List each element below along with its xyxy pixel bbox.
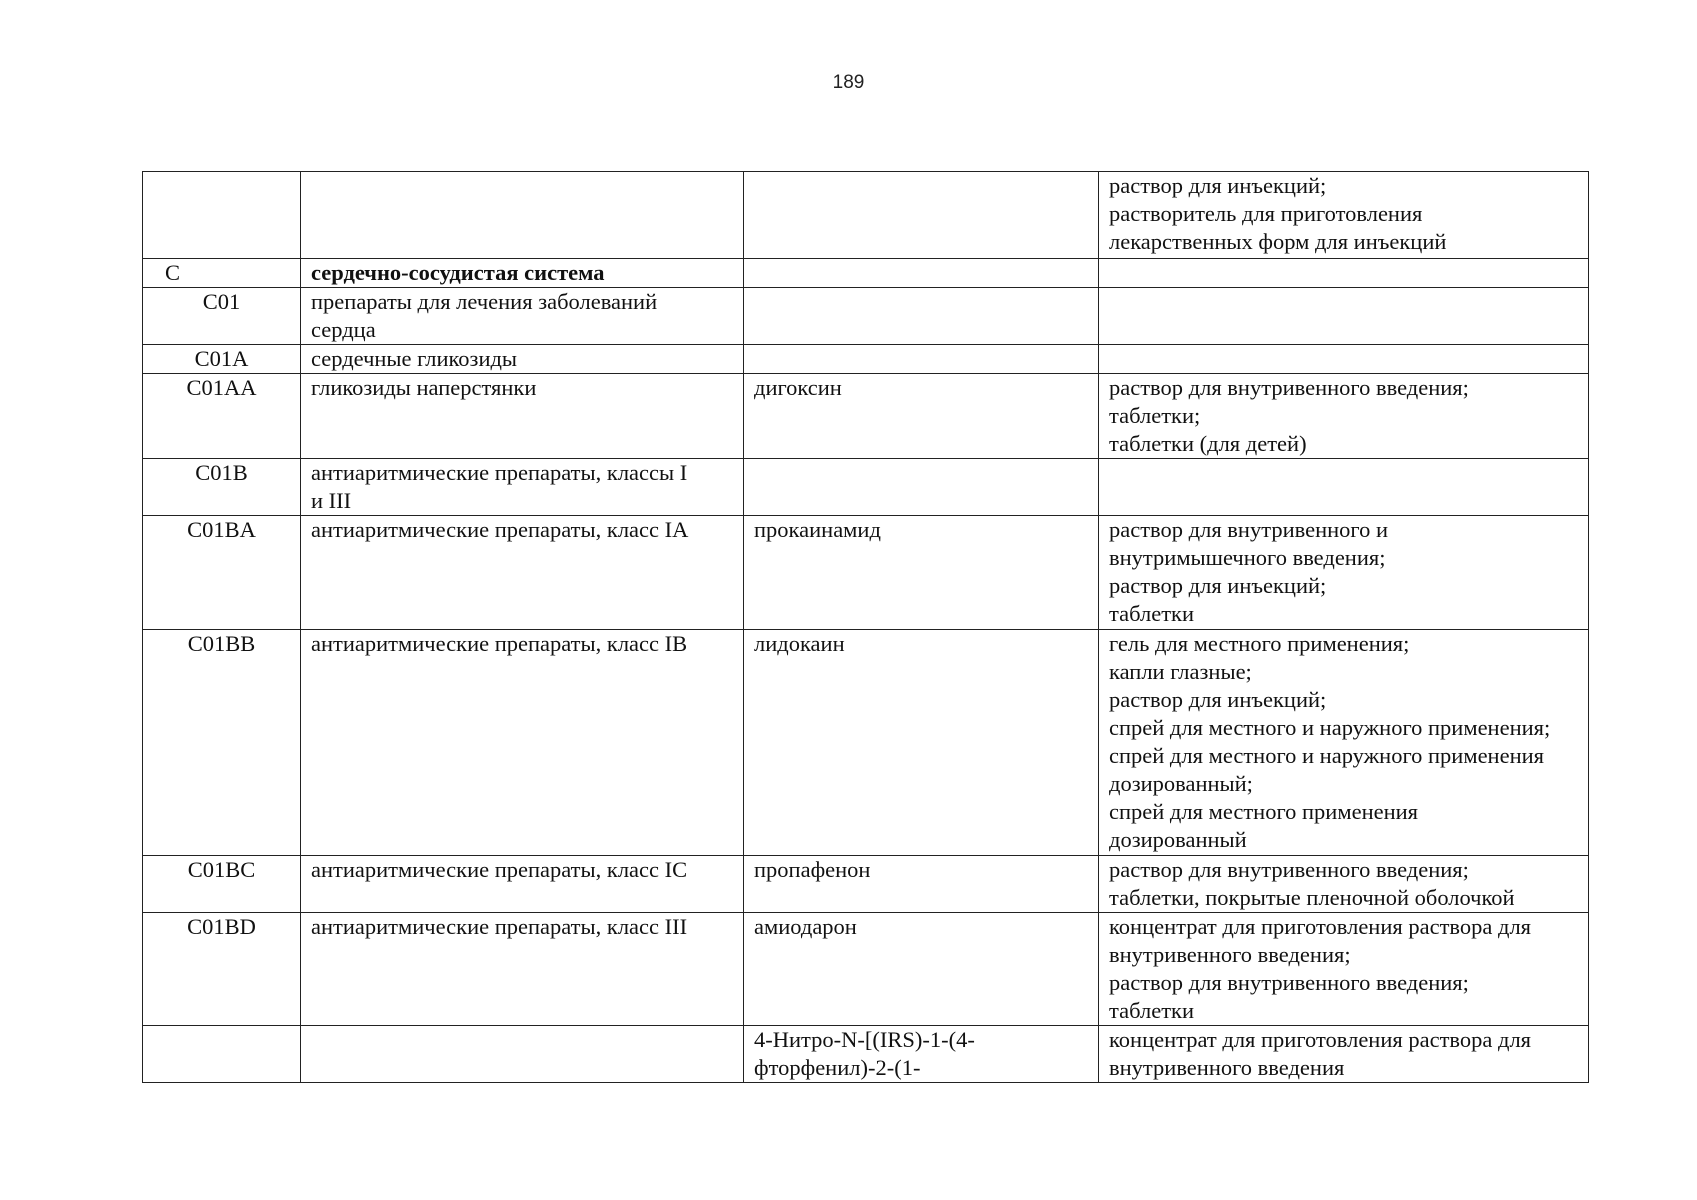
group-name-line: антиаритмические препараты, классы I <box>311 460 688 485</box>
dosage-forms-cell <box>1099 172 1589 259</box>
dosage-form: дозированный; <box>1109 771 1253 796</box>
substance-cell: прокаинамид <box>744 516 1099 630</box>
dosage-form: раствор для инъекций; <box>1109 687 1327 712</box>
group-name-cell <box>301 459 744 516</box>
dosage-forms-cell <box>1099 856 1589 913</box>
dosage-form: концентрат для приготовления раствора для <box>1109 1027 1532 1052</box>
dosage-forms-cell <box>1099 516 1589 630</box>
group-name-cell: антиаритмические препараты, класс III <box>301 913 744 1026</box>
dosage-form: концентрат для приготовления раствора для <box>1109 914 1532 939</box>
group-name-cell: сердечно-сосудистая система <box>301 259 744 288</box>
table-row <box>143 913 1589 1026</box>
atc-code-cell: C01A <box>143 345 301 374</box>
group-name-cell: антиаритмические препараты, класс IB <box>301 630 744 856</box>
table-row <box>143 630 1589 856</box>
dosage-forms-cell <box>1099 913 1589 1026</box>
dosage-form: спрей для местного применения <box>1109 799 1419 824</box>
dosage-form: лекарственных форм для инъекций <box>1109 229 1447 254</box>
substance-cell <box>744 288 1099 345</box>
dosage-form: таблетки; <box>1109 403 1201 428</box>
dosage-form: дозированный <box>1109 827 1247 852</box>
table-row <box>143 516 1589 630</box>
substance-cell <box>744 345 1099 374</box>
page-number: 189 <box>832 72 865 93</box>
substance-cell: дигоксин <box>744 374 1099 459</box>
dosage-forms-cell <box>1099 630 1589 856</box>
table-row <box>143 288 1589 345</box>
group-name-cell: антиаритмические препараты, класс IC <box>301 856 744 913</box>
table-row <box>143 345 1589 374</box>
dosage-form: спрей для местного и наружного применения; <box>1109 715 1551 740</box>
dosage-form: внутримышечного введения; <box>1109 545 1386 570</box>
group-name-line: препараты для лечения заболеваний <box>311 289 658 314</box>
dosage-form: раствор для внутривенного введения; <box>1109 970 1469 995</box>
table-row <box>143 172 1589 259</box>
dosage-form: внутривенного введения <box>1109 1055 1345 1080</box>
group-name-line: сердца <box>311 317 376 342</box>
group-name-cell <box>301 288 744 345</box>
dosage-form: внутривенного введения; <box>1109 942 1351 967</box>
substance-cell <box>744 1026 1099 1083</box>
dosage-form: таблетки <box>1109 601 1195 626</box>
dosage-forms-cell <box>1099 288 1589 345</box>
atc-code-cell: C01AA <box>143 374 301 459</box>
atc-code-cell: C01BD <box>143 913 301 1026</box>
substance-cell: пропафенон <box>744 856 1099 913</box>
substance-cell: амиодарон <box>744 913 1099 1026</box>
atc-code-cell: C01B <box>143 459 301 516</box>
dosage-forms-cell <box>1099 1026 1589 1083</box>
group-name-cell: сердечные гликозиды <box>301 345 744 374</box>
atc-code-cell: C01BA <box>143 516 301 630</box>
dosage-form: спрей для местного и наружного применения <box>1109 743 1545 768</box>
substance-cell: лидокаин <box>744 630 1099 856</box>
dosage-form: таблетки <box>1109 998 1195 1023</box>
dosage-form: таблетки (для детей) <box>1109 431 1307 456</box>
dosage-form: растворитель для приготовления <box>1109 201 1423 226</box>
dosage-form: раствор для внутривенного введения; <box>1109 375 1469 400</box>
dosage-form: таблетки, покрытые пленочной оболочкой <box>1109 885 1515 910</box>
substance-line: 4-Нитро-N-[(IRS)-1-(4- <box>754 1027 975 1052</box>
substance-cell <box>744 459 1099 516</box>
dosage-forms-cell <box>1099 259 1589 288</box>
group-name-cell <box>301 172 744 259</box>
dosage-form: капли глазные; <box>1109 659 1252 684</box>
substance-line: фторфенил)-2-(1- <box>754 1055 921 1080</box>
dosage-form: раствор для инъекций; <box>1109 173 1327 198</box>
dosage-form: раствор для внутривенного введения; <box>1109 857 1469 882</box>
table-row <box>143 856 1589 913</box>
atc-code-cell: C <box>143 259 301 288</box>
table-row <box>143 459 1589 516</box>
atc-code-cell <box>143 172 301 259</box>
dosage-forms-cell <box>1099 459 1589 516</box>
atc-code-cell: C01BB <box>143 630 301 856</box>
group-name-cell: гликозиды наперстянки <box>301 374 744 459</box>
atc-code-cell <box>143 1026 301 1083</box>
substance-cell <box>744 172 1099 259</box>
dosage-form: раствор для внутривенного и <box>1109 517 1389 542</box>
dosage-forms-cell <box>1099 345 1589 374</box>
dosage-form: гель для местного применения; <box>1109 631 1410 656</box>
group-name-line: и III <box>311 488 352 513</box>
atc-drug-table <box>142 171 1589 1083</box>
atc-code-cell: C01BC <box>143 856 301 913</box>
table-row <box>143 259 1589 288</box>
group-name-cell <box>301 1026 744 1083</box>
atc-code-cell: C01 <box>143 288 301 345</box>
substance-cell <box>744 259 1099 288</box>
group-name-cell: антиаритмические препараты, класс IA <box>301 516 744 630</box>
dosage-forms-cell <box>1099 374 1589 459</box>
table-row <box>143 374 1589 459</box>
table-row <box>143 1026 1589 1083</box>
dosage-form: раствор для инъекций; <box>1109 573 1327 598</box>
